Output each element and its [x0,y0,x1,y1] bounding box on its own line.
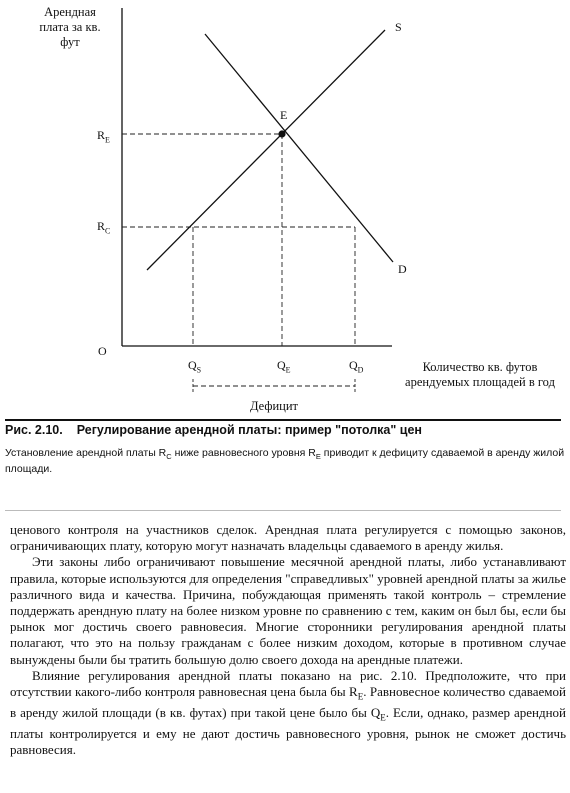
para3-text-c: . Если, однако, размер арендной платы контролируется и ему не дают достичь равновесного уровня, рынок не сможет достичь равновесия. [10,704,566,757]
note-text-1: Установление арендной платы R [5,447,167,459]
figure-number: Рис. 2.10. [5,423,63,437]
figure-caption [5,423,422,437]
paragraph-1: ценового контроля на участников сделок. Арендная плата регулируется с помощью законов, ограничивающих плату, которую могут назначать владельцы сдаваемого в аренду жилья. [10,522,566,554]
para3-text-b: . Равновесное количество сдаваемой в аренду жилой площади (в кв. футах) при такой цене было бы Q [10,684,566,720]
qty-equilibrium-label: $Q_E$ [277,358,291,375]
paragraph-2: Эти законы либо ограничивают повышение месячной арендной платы, либо устанавливают правила, которые используются для определения "справедливых" уровней арендной платы за жилье различного вида и качества. Причина, побуждающая применять такой контроль – стремление поддержать арендную плату на более низком уровне по сравнению с тем, каким он был бы, если бы рынок мог достичь своего равновесия. Многие сторонники регулирования арендной платы полагают, что это на пользу гражданам с более низким доходом, которые в противном случае вынуждены были бы тратить большую долю своего дохода на арендные платежи. [10,554,566,667]
demand-label: D [398,262,407,276]
y-axis-label: Арендная плата за кв. фут [39,5,101,49]
note-sub-1: C [166,452,172,462]
supply-curve [147,30,385,270]
equilibrium-point [278,130,285,137]
para3-sub-b: E [380,712,386,723]
demand-curve [205,34,393,262]
body-text [10,522,566,758]
figure-note [5,447,565,476]
note-sub-2: E [315,452,321,462]
price-equilibrium-label: $R_E$ [97,128,110,145]
figure-title: Регулирование арендной платы: пример "потолка" цен [76,423,422,437]
para3-sub-a: E [357,691,364,702]
caption-rule [5,419,561,421]
price-ceiling-label: $R_C$ [97,219,111,236]
x-axis-label: Количество кв. футов арендуемых площадей в год [405,360,555,389]
para3-text-a: Влияние регулирования арендной платы показано на рис. 2.10. Предположите, что при отсутствии какого-либо контроля равновесная цена была бы R [10,667,566,700]
supply-label: S [395,20,402,34]
qty-demanded-label: $Q_D$ [349,358,364,375]
origin-label: O [98,344,107,358]
paragraph-3 [10,668,566,758]
section-divider [5,510,561,511]
shortage-label: Дефицит [250,399,299,413]
equilibrium-label: E [280,108,288,122]
note-text-3: приводит к дефициту сдаваемой в аренду жилой площади. [5,447,565,476]
qty-supplied-label: $Q_S$ [188,358,202,375]
note-text-2: ниже равновесного уровня R [171,447,316,459]
